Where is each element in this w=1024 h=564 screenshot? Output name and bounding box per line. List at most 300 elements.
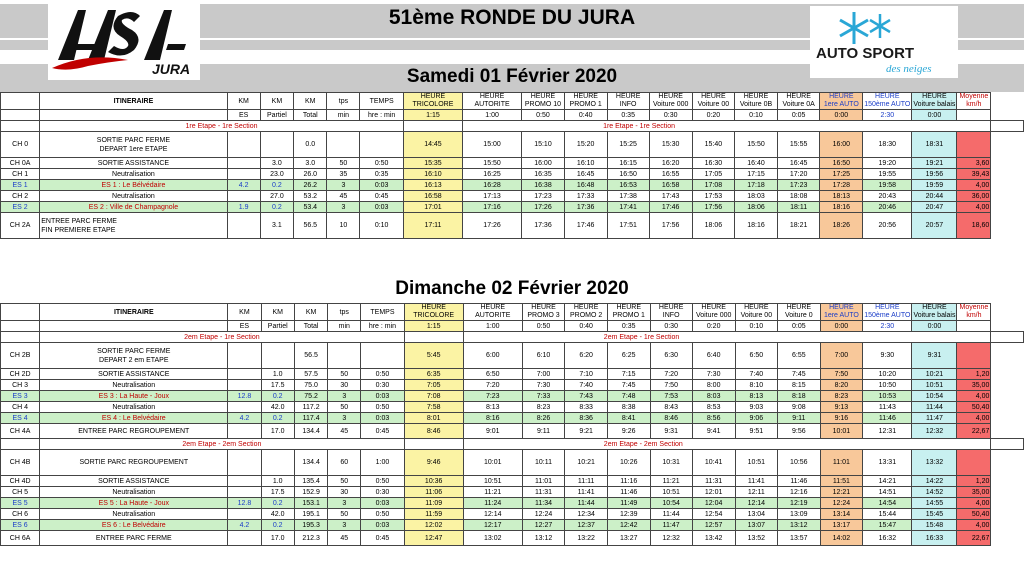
svg-text:AUTO SPORT: AUTO SPORT [816, 45, 915, 62]
offset-cell: 0:05 [778, 321, 820, 332]
section-cell [991, 121, 1024, 132]
time-cell: 18:26 [820, 213, 863, 239]
moyenne-label: Moyenne [959, 304, 989, 311]
time-cell: 12:17 [463, 520, 522, 531]
time-cell: 11:16 [607, 476, 650, 487]
time-cell: 5:45 [404, 343, 463, 369]
itineraire-cell: Neutralisation [40, 402, 228, 413]
offset-cell: 0:35 [607, 321, 650, 332]
moyenne-cell: 4,00 [957, 520, 991, 531]
table-row [1, 202, 1024, 213]
column-header-heure [863, 93, 912, 110]
time-cell: 15:50 [735, 132, 778, 158]
km-es [227, 191, 260, 202]
itineraire-cell: ES 5 : La Haute - Joux [40, 498, 228, 509]
km-total: 75.0 [294, 380, 327, 391]
time-cell: 16:20 [649, 158, 692, 169]
km-es [228, 369, 261, 380]
time-cell: 15:30 [649, 132, 692, 158]
km-total: 117.4 [294, 413, 327, 424]
section-label: 1re Etape - 1re Section [463, 121, 991, 132]
heure-label: HEURE [829, 93, 854, 100]
time-cell: 6:00 [463, 343, 522, 369]
column-header-heure [778, 304, 820, 321]
column-header-heure [649, 93, 692, 110]
time-cell: 16:38 [522, 180, 565, 191]
checkpoint-code: CH 6A [1, 531, 40, 546]
time-cell: 7:50 [650, 380, 692, 391]
time-cell: 12:19 [778, 498, 820, 509]
schedule-table-sunday [0, 303, 1024, 546]
itineraire-line: FIN PREMIERE ETAPE [41, 226, 116, 234]
time-cell: 13:31 [863, 450, 912, 476]
header-cell [1, 110, 40, 121]
checkpoint-code: CH 3 [1, 380, 40, 391]
heure-sub: INFO [619, 101, 637, 108]
time-cell: 12:14 [735, 498, 778, 509]
section-cell [1, 121, 40, 132]
time-cell: 7:23 [463, 391, 522, 402]
moyenne-cell [957, 343, 991, 369]
table-row [1, 369, 1024, 380]
time-cell: 11:06 [404, 487, 463, 498]
km-es: 4.2 [228, 520, 261, 531]
heure-sub: Voiture 0A [782, 101, 815, 108]
km-es [228, 487, 261, 498]
heure-label: HEURE [531, 304, 556, 311]
time-cell: 7:05 [404, 380, 463, 391]
section-label: 1re Etape - 1re Section [40, 121, 404, 132]
time-cell: 17:25 [820, 169, 863, 180]
time-cell: 11:46 [863, 413, 912, 424]
table-row [1, 343, 1024, 369]
moyenne-cell: 35,00 [957, 380, 991, 391]
time-cell: 12:16 [778, 487, 820, 498]
time-cell: 7:43 [565, 391, 608, 402]
offset-cell: 0:35 [607, 110, 649, 121]
moyenne-cell: 50,40 [957, 509, 991, 520]
table-row [1, 158, 1024, 169]
itineraire-cell: ES 4 : Le Belvédaire [40, 413, 228, 424]
time-cell: 16:15 [607, 158, 649, 169]
heure-sub: AUTORITE [474, 101, 510, 108]
time-cell: 7:45 [778, 369, 820, 380]
column-header-heure [522, 93, 565, 110]
time-cell: 7:10 [565, 369, 608, 380]
time-cell: 11:21 [650, 476, 692, 487]
column-header: tps [328, 304, 361, 321]
column-header-heure [912, 93, 957, 110]
km-total: 56.5 [294, 213, 327, 239]
km-total: 75.2 [294, 391, 327, 402]
km-es [228, 476, 261, 487]
column-header-moyenne [957, 93, 991, 110]
time-cell: 15:47 [863, 520, 912, 531]
km-partiel: 3.0 [260, 158, 293, 169]
time-cell: 15:45 [912, 509, 957, 520]
time-cell: 10:50 [863, 380, 912, 391]
time-cell: 10:21 [912, 369, 957, 380]
km-es: 12.8 [228, 498, 261, 509]
time-cell: 16:32 [863, 531, 912, 546]
km-partiel: 1.0 [261, 476, 294, 487]
section-cell [404, 439, 463, 450]
time-cell: 9:16 [820, 413, 863, 424]
time-cell: 11:43 [863, 402, 912, 413]
offset-cell: 1:15 [404, 321, 463, 332]
table-row [1, 213, 1024, 239]
time-cell: 17:01 [403, 202, 462, 213]
time-cell: 16:25 [463, 169, 522, 180]
svg-text:des neiges: des neiges [886, 63, 932, 75]
time-cell: 20:47 [912, 202, 957, 213]
column-header-sub: Total [294, 110, 327, 121]
heure-sub: PROMO 10 [524, 101, 562, 108]
table-row [1, 498, 1024, 509]
moyenne-cell: 4,00 [957, 202, 991, 213]
temps: 0:50 [361, 402, 404, 413]
time-cell: 15:20 [564, 132, 607, 158]
time-cell: 17:11 [403, 213, 462, 239]
time-cell: 9:31 [912, 343, 957, 369]
section-label: 2em Etape - 1re Section [463, 332, 991, 343]
column-header-heure [607, 93, 649, 110]
heure-label: HEURE [615, 93, 641, 100]
time-cell: 17:56 [649, 213, 692, 239]
time-cell: 8:03 [692, 391, 735, 402]
table-row [1, 476, 1024, 487]
tps-min [327, 132, 360, 158]
time-cell: 9:56 [778, 424, 820, 439]
checkpoint-code: CH 0A [1, 158, 40, 169]
km-es: 4.2 [228, 413, 261, 424]
time-cell: 20:57 [912, 213, 957, 239]
heure-label: HEURE [701, 304, 726, 311]
time-cell: 11:49 [607, 498, 650, 509]
time-cell: 16:53 [607, 180, 649, 191]
heure-label: HEURE [701, 93, 726, 100]
day-title: Dimanche 02 Février 2020 [395, 278, 629, 299]
temps: 0:50 [361, 476, 404, 487]
time-cell: 16:28 [463, 180, 522, 191]
km-es [227, 132, 260, 158]
time-cell: 12:04 [692, 498, 735, 509]
km-total: 26.0 [294, 169, 327, 180]
table-row [1, 509, 1024, 520]
time-cell: 10:11 [522, 450, 565, 476]
temps: 0:03 [361, 413, 404, 424]
moyenne-cell: 4,00 [957, 180, 991, 191]
time-cell: 7:20 [650, 369, 692, 380]
section-cell [404, 332, 463, 343]
checkpoint-code: ES 1 [1, 180, 40, 191]
tps-min: 3 [328, 391, 361, 402]
km-es [228, 343, 261, 369]
km-total: 0.0 [294, 132, 327, 158]
time-cell: 11:44 [565, 498, 608, 509]
section-cell [1, 439, 40, 450]
column-header-heure [463, 304, 522, 321]
heure-sub: Voiture 0 [785, 312, 813, 319]
moyenne-cell: 36,00 [957, 191, 991, 202]
time-cell: 13:12 [778, 520, 820, 531]
heure-sub: 1ere AUTO [823, 101, 859, 108]
tps-min: 10 [327, 213, 360, 239]
time-cell: 8:20 [820, 380, 863, 391]
km-partiel: 17.5 [261, 487, 294, 498]
time-cell: 9:08 [778, 402, 820, 413]
offset-cell: 0:50 [522, 321, 565, 332]
time-cell: 7:33 [522, 391, 565, 402]
heure-label: HEURE [573, 304, 599, 311]
km-total: 117.2 [294, 402, 327, 413]
moyenne-cell: 1,20 [957, 369, 991, 380]
offset-cell: 0:50 [522, 110, 565, 121]
time-cell: 17:46 [649, 202, 692, 213]
column-header-heure [522, 304, 565, 321]
table-row [1, 380, 1024, 391]
table-row [1, 391, 1024, 402]
column-header: tps [327, 93, 360, 110]
time-cell: 18:06 [735, 202, 778, 213]
tps-min: 50 [328, 402, 361, 413]
table-row [1, 180, 1024, 191]
column-header-itineraire: ITINERAIRE [40, 304, 228, 321]
km-es [228, 450, 261, 476]
temps: 0:50 [361, 369, 404, 380]
time-cell: 10:36 [404, 476, 463, 487]
table-row [1, 487, 1024, 498]
time-cell: 8:16 [463, 413, 522, 424]
checkpoint-code: CH 0 [1, 132, 40, 158]
temps: 0:30 [361, 487, 404, 498]
tps-min: 50 [327, 158, 360, 169]
time-cell: 15:25 [607, 132, 649, 158]
temps: 0:03 [361, 391, 404, 402]
time-cell: 16:13 [403, 180, 462, 191]
checkpoint-code: CH 4A [1, 424, 40, 439]
tps-min: 50 [328, 476, 361, 487]
time-cell: 17:56 [692, 202, 735, 213]
time-cell: 12:32 [650, 531, 692, 546]
time-cell: 9:41 [692, 424, 735, 439]
table-row [1, 531, 1024, 546]
moyenne-label: Moyenne [959, 93, 989, 100]
time-cell: 9:06 [735, 413, 778, 424]
km-partiel: 1.0 [261, 369, 294, 380]
time-cell: 9:46 [404, 450, 463, 476]
moyenne-cell [957, 450, 991, 476]
time-cell: 11:34 [522, 498, 565, 509]
time-cell: 13:42 [692, 531, 735, 546]
time-cell: 8:23 [820, 391, 863, 402]
time-cell: 17:26 [522, 202, 565, 213]
time-cell: 17:08 [692, 180, 735, 191]
column-header-sub: min [328, 321, 361, 332]
offset-cell: 2:30 [863, 321, 912, 332]
offset-cell: 1:15 [403, 110, 462, 121]
time-cell: 7:30 [692, 369, 735, 380]
time-cell: 19:20 [863, 158, 912, 169]
time-cell: 14:51 [863, 487, 912, 498]
time-cell: 19:56 [912, 169, 957, 180]
time-cell: 6:50 [735, 343, 778, 369]
time-cell: 7:00 [522, 369, 565, 380]
offset-cell: 1:00 [463, 321, 522, 332]
time-cell: 11:09 [404, 498, 463, 509]
time-cell: 9:31 [650, 424, 692, 439]
checkpoint-code: CH 2D [1, 369, 40, 380]
table-row [1, 424, 1024, 439]
time-cell: 6:10 [522, 343, 565, 369]
time-cell: 13:12 [522, 531, 565, 546]
offset-cell: 0:00 [820, 321, 863, 332]
temps [360, 132, 403, 158]
time-cell: 18:16 [820, 202, 863, 213]
km-partiel [260, 132, 293, 158]
time-cell: 12:24 [522, 509, 565, 520]
time-cell: 18:13 [820, 191, 863, 202]
km-total: 26.2 [294, 180, 327, 191]
time-cell: 12:21 [820, 487, 863, 498]
km-partiel: 0.2 [260, 180, 293, 191]
time-cell: 10:51 [735, 450, 778, 476]
time-cell: 18:08 [777, 191, 820, 202]
time-cell: 17:23 [522, 191, 565, 202]
column-header-sub: Partiel [261, 321, 294, 332]
itineraire-cell: ES 1 : Le Bélvédaire [40, 180, 227, 191]
heure-label: HEURE [616, 304, 641, 311]
itineraire-cell: ENTREE PARC FERME [40, 531, 228, 546]
time-cell: 17:15 [735, 169, 778, 180]
time-cell: 8:38 [607, 402, 650, 413]
km-partiel: 17.5 [261, 380, 294, 391]
heure-sub: PROMO 3 [527, 312, 560, 319]
heure-sub: PROMO 1 [569, 101, 602, 108]
time-cell: 16:00 [820, 132, 863, 158]
time-cell: 8:13 [463, 402, 522, 413]
column-header: KM [228, 304, 261, 321]
heure-sub: TRICOLORE [413, 312, 455, 319]
time-cell: 12:42 [607, 520, 650, 531]
km-es [228, 509, 261, 520]
offset-cell: 0:00 [912, 321, 957, 332]
time-cell: 8:56 [692, 413, 735, 424]
time-cell: 7:40 [565, 380, 608, 391]
moyenne-cell: 4,00 [957, 413, 991, 424]
column-header-heure [607, 304, 650, 321]
time-cell: 6:40 [692, 343, 735, 369]
time-cell: 20:43 [863, 191, 912, 202]
itineraire-cell: Neutralisation [40, 191, 227, 202]
section-label: 2em Etape - 1re Section [40, 332, 404, 343]
km-total: 195.3 [294, 520, 327, 531]
time-cell: 7:20 [463, 380, 522, 391]
time-cell: 11:59 [404, 509, 463, 520]
time-cell: 11:51 [820, 476, 863, 487]
time-cell: 17:36 [522, 213, 565, 239]
time-cell: 7:45 [607, 380, 650, 391]
km-total: 135.4 [294, 476, 327, 487]
time-cell: 13:04 [735, 509, 778, 520]
moyenne-unit: km/h [966, 312, 982, 319]
column-header-sub: min [327, 110, 360, 121]
time-cell: 9:01 [463, 424, 522, 439]
km-partiel: 23.0 [260, 169, 293, 180]
heure-sub: TRICOLORE [412, 101, 454, 108]
heure-label: HEURE [922, 304, 947, 311]
time-cell: 16:30 [692, 158, 735, 169]
heure-label: HEURE [573, 93, 598, 100]
km-partiel: 3.1 [260, 213, 293, 239]
time-cell: 12:02 [404, 520, 463, 531]
time-cell: 14:45 [403, 132, 462, 158]
moyenne-cell: 18,60 [957, 213, 991, 239]
time-cell: 17:13 [463, 191, 522, 202]
km-es [228, 402, 261, 413]
time-cell: 20:56 [863, 213, 912, 239]
checkpoint-code: ES 2 [1, 202, 40, 213]
time-cell: 18:11 [777, 202, 820, 213]
checkpoint-code: CH 6 [1, 509, 40, 520]
time-cell: 16:10 [564, 158, 607, 169]
heure-sub: Voiture 00 [697, 101, 730, 108]
time-cell: 13:57 [778, 531, 820, 546]
column-header-heure [565, 304, 608, 321]
moyenne-cell: 35,00 [957, 487, 991, 498]
time-cell: 10:53 [863, 391, 912, 402]
time-cell: 12:39 [607, 509, 650, 520]
header-cell [40, 110, 227, 121]
heure-sub: PROMO 2 [569, 312, 603, 319]
moyenne-cell: 22,67 [957, 531, 991, 546]
heure-label: HEURE [420, 93, 446, 100]
km-es [227, 169, 260, 180]
time-cell: 11:44 [650, 509, 692, 520]
time-cell: 12:01 [692, 487, 735, 498]
time-cell: 7:08 [404, 391, 463, 402]
time-cell: 17:33 [564, 191, 607, 202]
time-cell: 14:54 [863, 498, 912, 509]
heure-sub: Voiture balais [913, 101, 956, 108]
itineraire-cell [40, 343, 228, 369]
column-header-heure [735, 304, 778, 321]
km-es [228, 531, 261, 546]
time-cell: 17:53 [692, 191, 735, 202]
time-cell: 8:26 [522, 413, 565, 424]
time-cell: 6:30 [650, 343, 692, 369]
time-cell: 16:00 [522, 158, 565, 169]
checkpoint-code: CH 4D [1, 476, 40, 487]
checkpoint-code: ES 4 [1, 413, 40, 424]
heure-sub: AUTORITE [475, 312, 511, 319]
time-cell: 16:48 [564, 180, 607, 191]
svg-text:JURA: JURA [152, 61, 191, 77]
time-cell: 19:59 [912, 180, 957, 191]
km-total: 212.3 [294, 531, 327, 546]
time-cell: 12:32 [912, 424, 957, 439]
table-row [1, 450, 1024, 476]
heure-label: HEURE [786, 93, 811, 100]
checkpoint-code: ES 3 [1, 391, 40, 402]
time-cell: 9:30 [863, 343, 912, 369]
time-cell: 20:44 [912, 191, 957, 202]
column-header-heure [820, 304, 863, 321]
checkpoint-code: ES 5 [1, 498, 40, 509]
moyenne-cell: 4,00 [957, 498, 991, 509]
heure-sub: Voiture 0B [739, 101, 773, 108]
section-cell [991, 439, 1024, 450]
